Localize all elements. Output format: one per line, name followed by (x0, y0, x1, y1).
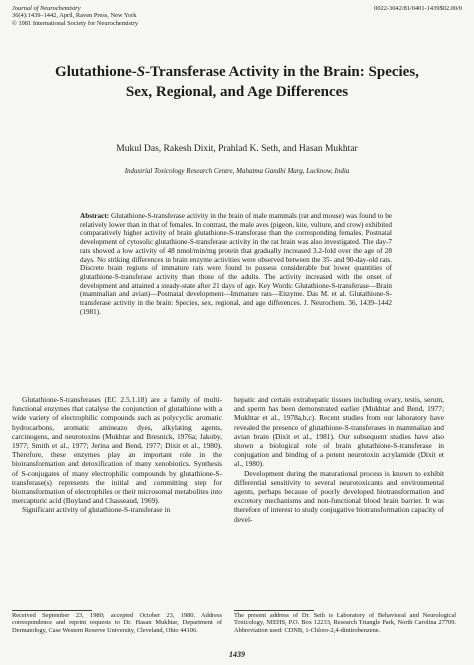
abstract-text: Glutathione-S-transferase activity in the brain of male mammals (rat and mouse) was found to be relatively lower than in that of females. In contrast, the male aves (pigeon, kite, vulture, and crow) exhibited comparatively higher activity of brain glutathione-S-transferase than the corresponding females. Postnatal development of cytosolic glutathione-S-transferase activity in the rat brain was also investigated. The day-7 rats showed a low activity of 48 nmol/min/mg protein that gradually increased 3.2-fold over the age of 28 days. No striking differences in brain enzyme activities were observed between the 35- and 90-day-old rats. Discrete brain regions of immature rats were found to possess considerable but lower quantities of glutathione-S-transferase activity than those of the adults. The activity increased with the onset of development and attained a steady-state after 21 days of age. Key Words: Glutathione-S-transferase—Brain (mammalian and avian)—Postnatal development—Immature rats—Enzyme. Das M. et al. Glutathione-S-transferase activity in the brain: Species, sex, regional, and age differences. J. Neurochem. 36, 1439–1442 (1981). (80, 212, 392, 316)
article-code: 0022-3042/81/0401-1439$02.00/0 (374, 5, 462, 12)
affiliation: Industrial Toxicology Research Centre, Mahatma Gandhi Marg, Lucknow, India (124, 167, 350, 175)
body-column-left (12, 395, 222, 515)
journal-name: Journal of Neurochemistry (12, 5, 81, 12)
footnote-divider-left (12, 610, 92, 611)
copyright-line: © 1981 International Society for Neurochemistry (12, 19, 139, 27)
page-number: 1439 (229, 650, 245, 659)
abstract (80, 212, 392, 316)
body-paragraph: Glutathione-S-transferases (EC 2.5.1.18) are a family of multi-functional enzymes that catalyse the conjunction of glutathione with a wide variety of electrophilic compounds such as polycyclic aromatic hydrocarbons, aromatic amineazo dyes, alkylating agents, carcinogens, and neurotoxins (Mukhtar and Bresnick, 1976a; Jakoby, 1977; Smith et al., 1977; Jerina and Bend, 1977; Dixit et al., 1980). Therefore, these enzymes play an important role in the biotransformation and detoxification of many xenobiotics. Synthesis of S-conjugates of many electrophilic compounds by glutathione-S-transferase(s) represents the initial and committing step for biotransformation of electrophiles or their microsomal metabolites into mercapturic acid (Boyland and Chasseaud, 1969). (12, 395, 222, 506)
title-prefix: Glutathione- (55, 64, 137, 80)
footnote-received: Received September 23, 1980; accepted October 23, 1980. Address correspondence and reprint requests to Dr. Hasan Mukhtar, Department of Dermatology, Case Western Reserve University, Cleveland, Ohio 44106. (12, 612, 222, 634)
title-line-1 (12, 62, 462, 82)
body-paragraph: Development during the maturational process is known to exhibit differential sensitivity to several neurotoxicants and environmental agents, perhaps because of poorly developed biotransformation and excretory mechanisms and non-functional blood brain barrier. It was therefore of interest to study conjugative biotransformation capacity of devel- (234, 468, 444, 524)
abstract-label: Abstract: (80, 212, 110, 220)
author-list: Mukul Das, Rakesh Dixit, Prahlad K. Seth, and Hasan Mukhtar (116, 144, 358, 154)
title-line-2: Sex, Regional, and Age Differences (125, 84, 349, 100)
journal-header (12, 5, 212, 27)
footnote-divider-right (234, 610, 314, 611)
title-italic-s: S (136, 64, 146, 80)
body-column-right (234, 395, 444, 524)
article-title (12, 62, 462, 102)
title-suffix: -Transferase Activity in the Brain: Species, (145, 64, 419, 80)
body-paragraph: hepatic and certain extrahepatic tissues including ovary, testis, serum, and sperm has been demonstrated earlier (Mukhtar and Bend, 1977; Mukhtar et al., 1978a,b,c). Recent studies from our laboratory have revealed the presence of glutathione-S-transferases in mammalian and avian brain (Dixit et al., 1981). Our subsequent studies have also shown a biological role of brain glutathione-S-transferase in conjugation and binding of a potent neurotoxin acrylamide (Dixit et al., 1980). (234, 395, 444, 469)
journal-citation: 36(4):1439–1442, April, Raven Press, New York (12, 12, 137, 20)
footnote-address: The present address of Dr. Seth is Laboratory of Behavioral and Neurological Toxicology, NIEHS, P.O. Box 12233, Research Triangle Park, North Carolina 27709. Abbreviation used: CDNB, 1-Chloro-2,4-dinitrobenzene. (234, 612, 456, 634)
body-paragraph: Significant activity of glutathione-S-transferase in (22, 505, 171, 515)
